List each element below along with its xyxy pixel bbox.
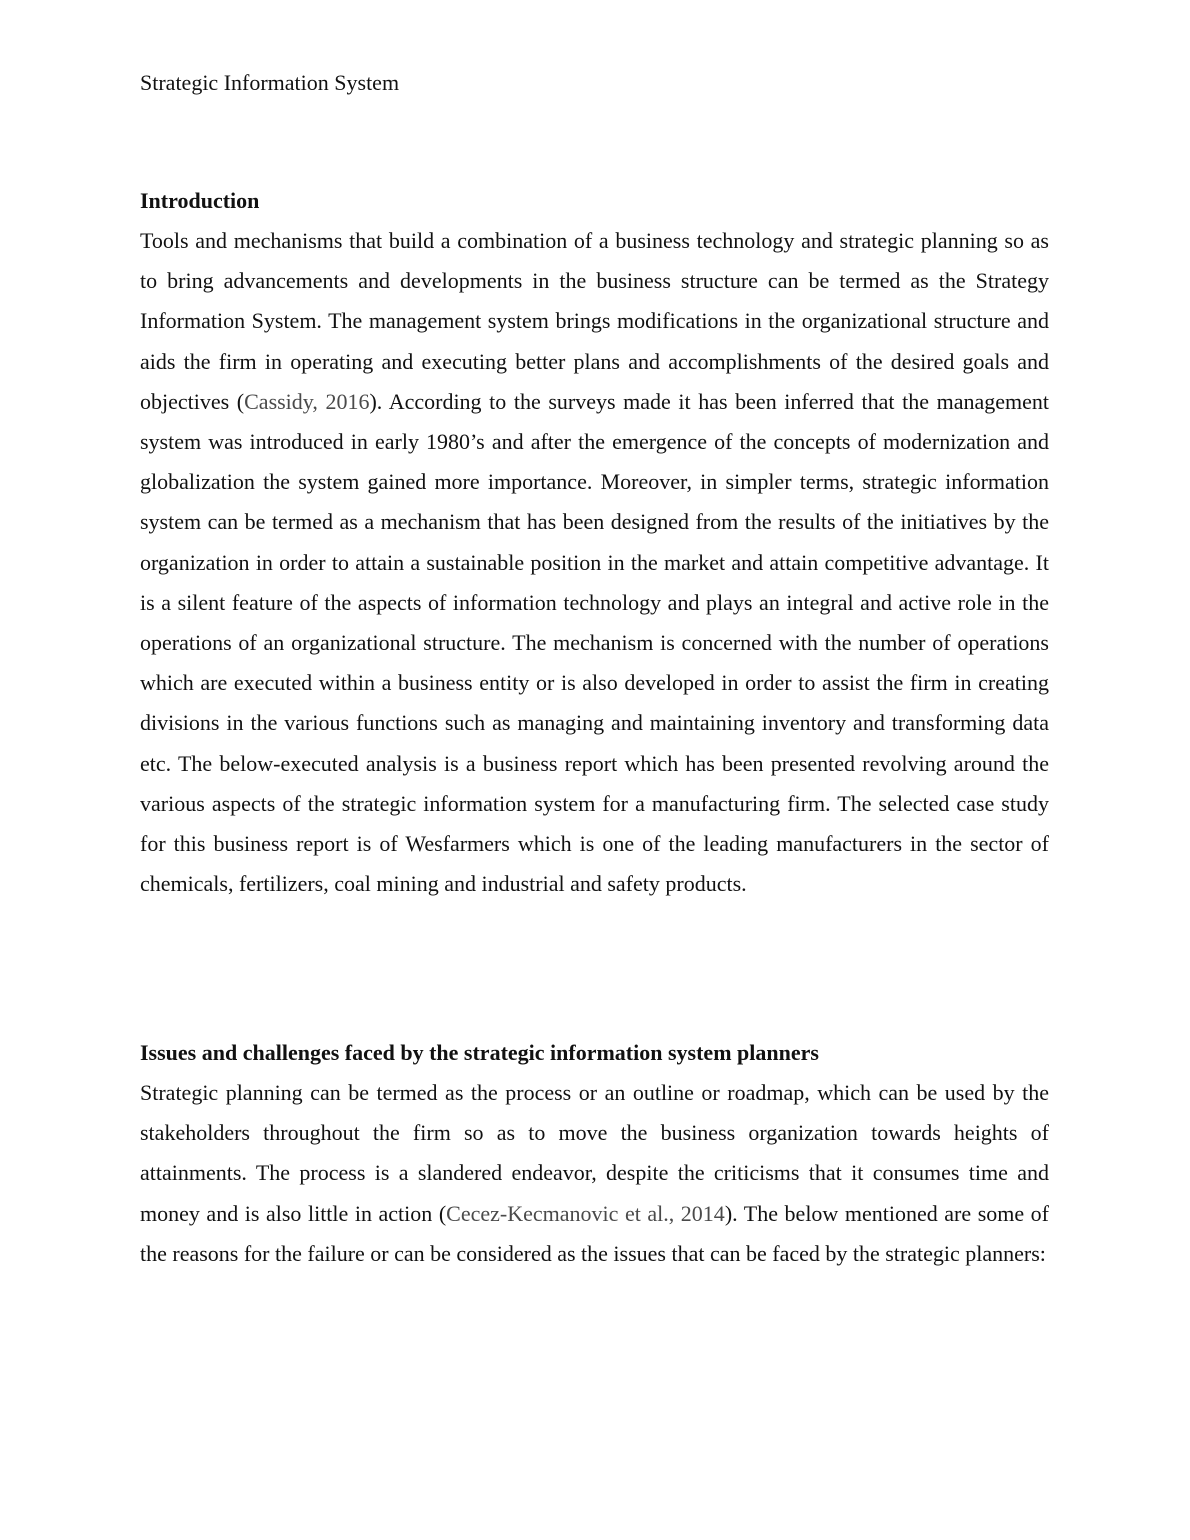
issues-paragraph: [140, 1073, 1049, 1274]
issues-text-part-1: Strategic planning can be termed as the process or an outline or roadmap, which can be used by the stakeholders throughout the firm so as to move the business organization towards heights of attainments. The process is a slandered endeavor, despite the criticisms that it consumes time and money and is also little in action (: [140, 1080, 1049, 1226]
issues-citation: Cecez-Kecmanovic et al., 2014: [446, 1200, 725, 1226]
introduction-heading: Introduction: [140, 188, 260, 213]
introduction-text-part-1: Tools and mechanisms that build a combination of a business technology and strategic planning so as to bring advancements and developments in the business structure can be termed as the Strategy Information System. The management system brings modifications in the organizational structure and aids the firm in operating and executing better plans and accomplishments of the desired goals and objectives (: [140, 228, 1049, 414]
running-header: Strategic Information System: [140, 70, 400, 95]
introduction-paragraph: [140, 221, 1049, 904]
introduction-citation: Cassidy, 2016: [244, 388, 370, 414]
introduction-text-part-2: ). According to the surveys made it has been inferred that the management system was introduced in early 1980’s and after the emergence of the concepts of modernization and globalization the system gained more importance. Moreover, in simpler terms, strategic information system can be termed as a mechanism that has been designed from the results of the initiatives by the organization in order to attain a sustainable position in the market and attain competitive advantage. It is a silent feature of the aspects of information technology and plays an integral and active role in the operations of an organizational structure. The mechanism is concerned with the number of operations which are executed within a business entity or is also developed in order to assist the firm in creating divisions in the various functions such as managing and maintaining inventory and transforming data etc. The below-executed analysis is a business report which has been presented revolving around the various aspects of the strategic information system for a manufacturing firm. The selected case study for this business report is of Wesfarmers which is one of the leading manufacturers in the sector of chemicals, fertilizers, coal mining and industrial and safety products.: [140, 388, 1049, 897]
issues-heading: Issues and challenges faced by the strategic information system planners: [140, 1040, 819, 1065]
issues-text-part-2: ). The below mentioned are some of the reasons for the failure or can be considered as the issues that can be faced by the strategic planners:: [140, 1200, 1050, 1266]
